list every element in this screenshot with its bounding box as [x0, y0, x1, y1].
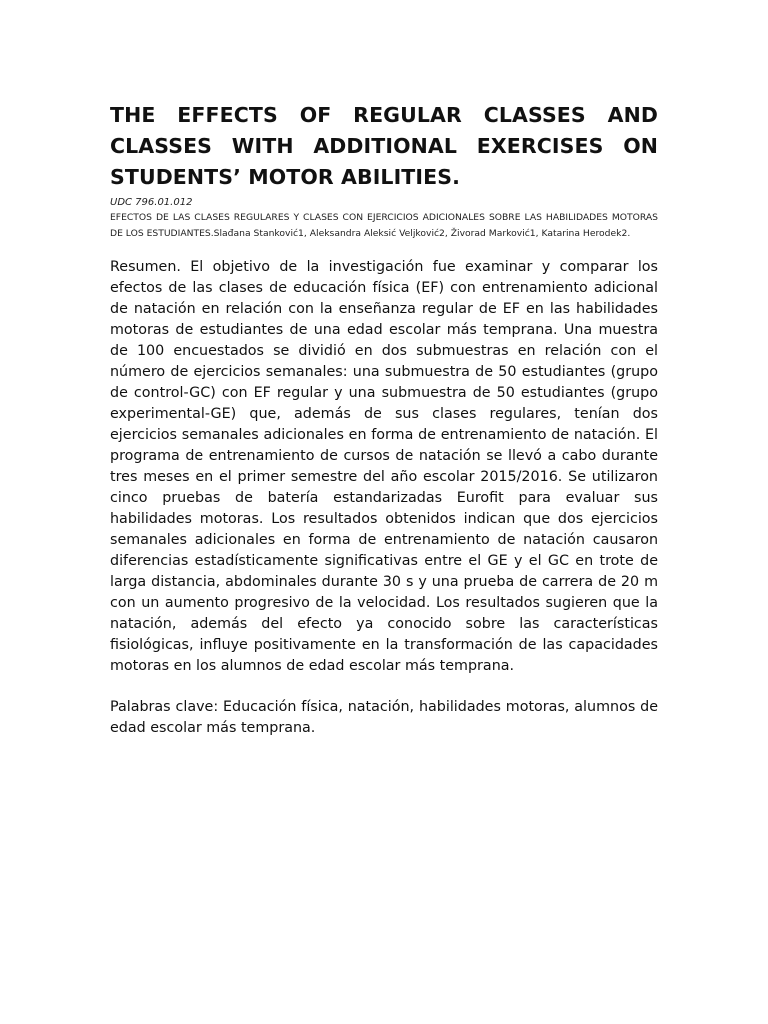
keywords-paragraph: Palabras clave: Educación física, natación, habilidades motoras, alumnos de edad escolar más temprana.: [110, 699, 658, 736]
paper-title: THE EFFECTS OF REGULAR CLASSES AND CLASSES WITH ADDITIONAL EXERCISES ON STUDENTS’ MOTOR ABILITIES.: [110, 103, 658, 189]
udc-code: UDC 796.01.012: [110, 197, 193, 208]
document-page: [110, 100, 658, 739]
spanish-title-and-authors: EFECTOS DE LAS CLASES REGULARES Y CLASES CON EJERCICIOS ADICIONALES SOBRE LAS HABILIDADES MOTORAS DE LOS ESTUDIANTES.Slađana Stanković1, Aleksandra Aleksić Veljković2, Živorad Marković1, Katarina Herodek2.: [110, 212, 658, 239]
abstract-paragraph: Resumen. El objetivo de la investigación fue examinar y comparar los efectos de las clases de educación física (EF) con entrenamiento adicional de natación en relación con la enseñanza regular de EF en las habilidades motoras de estudiantes de una edad escolar más temprana. Una muestra de 100 encuestados se dividió en dos submuestras en relación con el número de ejercicios semanales: una submuestra de 50 estudiantes (grupo de control-GC) con EF regular y una submuestra de 50 estudiantes (grupo experimental-GE) que, además de sus clases regulares, tenían dos ejercicios semanales adicionales en forma de entrenamiento de natación. El programa de entrenamiento de cursos de natación se llevó a cabo durante tres meses en el primer semestre del año escolar 2015/2016. Se utilizaron cinco pruebas de batería estandarizadas Eurofit para evaluar sus habilidades motoras. Los resultados obtenidos indican que dos ejercicios semanales adicionales en forma de entrenamiento de natación causaron diferencias estadísticamente significativas entre el GE y el GC en trote de larga distancia, abdominales durante 30 s y una prueba de carrera de 20 m con un aumento progresivo de la velocidad. Los resultados sugieren que la natación, además del efecto ya conocido sobre las características fisiológicas, influye positivamente en la transformación de las capacidades motoras en los alumnos de edad escolar más temprana.: [110, 259, 658, 674]
